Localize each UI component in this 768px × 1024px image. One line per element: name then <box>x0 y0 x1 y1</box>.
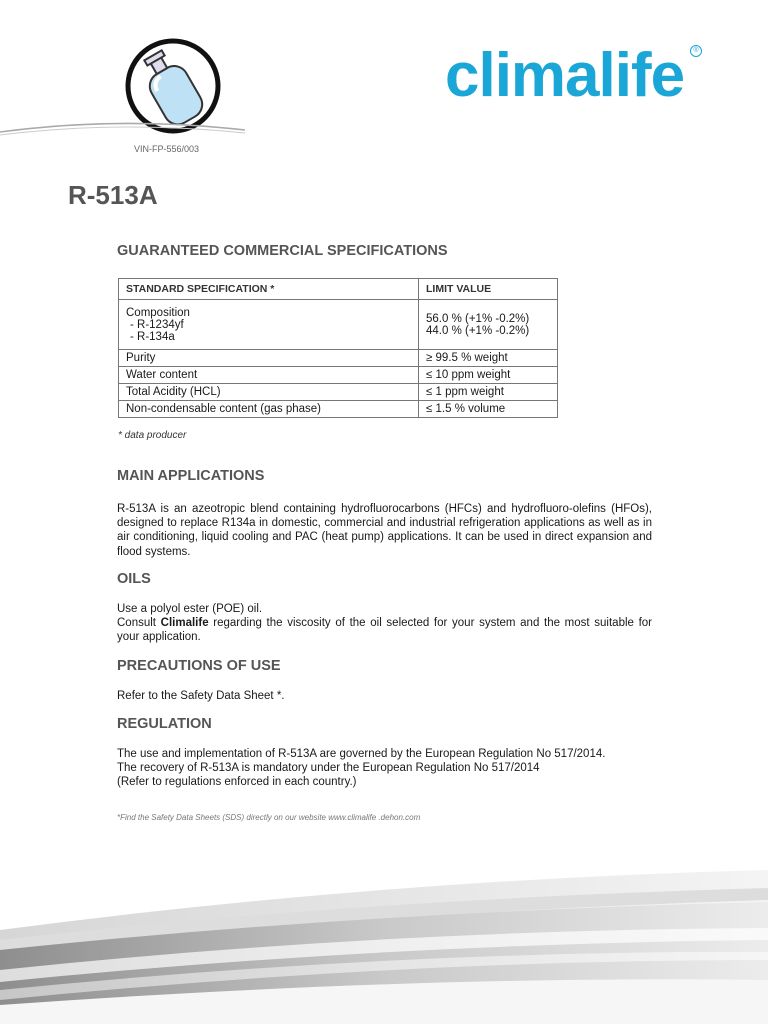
table-row <box>119 367 558 384</box>
table-footnote: * data producer <box>118 430 187 441</box>
specification-table <box>118 278 558 418</box>
oils-text <box>117 602 652 645</box>
oils-line-2 <box>117 616 652 644</box>
footer-wave-graphic <box>0 840 768 1024</box>
composition-label: Composition <box>126 306 190 319</box>
composition-values-cell <box>419 300 558 350</box>
applications-text <box>117 502 652 559</box>
spec-cell: Total Acidity (HCL) <box>119 384 419 401</box>
composition-cell <box>119 300 419 350</box>
regulation-text <box>117 747 617 790</box>
oils-line-2-pre: Consult <box>117 617 161 630</box>
precautions-heading: PRECAUTIONS OF USE <box>117 658 281 674</box>
climalife-logo: climalife <box>445 41 685 110</box>
sds-website-note: *Find the Safety Data Sheets (SDS) directly on our website www.climalife .dehon.com <box>117 813 421 822</box>
table-row <box>119 300 558 350</box>
list-item: - R-1234yf <box>130 318 184 331</box>
document-code: VIN-FP-556/003 <box>134 144 200 154</box>
precautions-paragraph: Refer to the Safety Data Sheet *. <box>117 690 285 702</box>
applications-paragraph: R-513A is an azeotropic blend containing hydrofluorocarbons (HFCs) and hydrofluoro-olefins (HFOs), designed to replace R134a in domestic, commercial and industrial refrigeration applications as well as in air conditioning, liquid cooling and PAC (heat pump) applications. It can be used in direct expansion and flood systems. <box>117 503 652 558</box>
limit-cell: ≤ 1 ppm weight <box>419 384 558 401</box>
composition-value: 44.0 % (+1% -0.2%) <box>426 324 530 337</box>
col-header-spec: STANDARD SPECIFICATION * <box>119 279 419 300</box>
composition-value: 56.0 % (+1% -0.2%) <box>426 312 530 325</box>
regulation-line-3: (Refer to regulations enforced in each country.) <box>117 776 357 789</box>
limit-cell: ≤ 1.5 % volume <box>419 401 558 418</box>
spec-cell: Non-condensable content (gas phase) <box>119 401 419 418</box>
list-item: - R-134a <box>130 330 175 343</box>
table-row <box>119 350 558 367</box>
limit-cell: ≥ 99.5 % weight <box>419 350 558 367</box>
oils-line-2-post: regarding the viscosity of the oil selected for your system and the most suitable for your application. <box>117 617 653 644</box>
oils-line-1: Use a polyol ester (POE) oil. <box>117 603 263 615</box>
oils-heading: OILS <box>117 571 151 587</box>
col-header-limit: LIMIT VALUE <box>419 279 558 300</box>
applications-heading: MAIN APPLICATIONS <box>117 468 265 484</box>
regulation-line-1: The use and implementation of R-513A are governed by the European Regulation No 517/2014. <box>117 748 606 760</box>
regulation-line-2: The recovery of R-513A is mandatory under the European Regulation No 517/2014 <box>117 762 540 775</box>
limit-cell: ≤ 10 ppm weight <box>419 367 558 384</box>
table-row <box>119 401 558 418</box>
product-title: R-513A <box>68 180 158 210</box>
regulation-heading: REGULATION <box>117 716 212 732</box>
specs-heading: GUARANTEED COMMERCIAL SPECIFICATIONS <box>117 243 448 259</box>
header-swoosh <box>0 118 260 148</box>
table-header-row <box>119 279 558 300</box>
spec-cell: Water content <box>119 367 419 384</box>
composition-list <box>126 319 411 343</box>
oils-brand-name: Climalife <box>160 617 209 630</box>
registered-mark: ® <box>690 45 702 57</box>
table-row <box>119 384 558 401</box>
spec-cell: Purity <box>119 350 419 367</box>
precautions-text <box>117 689 652 703</box>
